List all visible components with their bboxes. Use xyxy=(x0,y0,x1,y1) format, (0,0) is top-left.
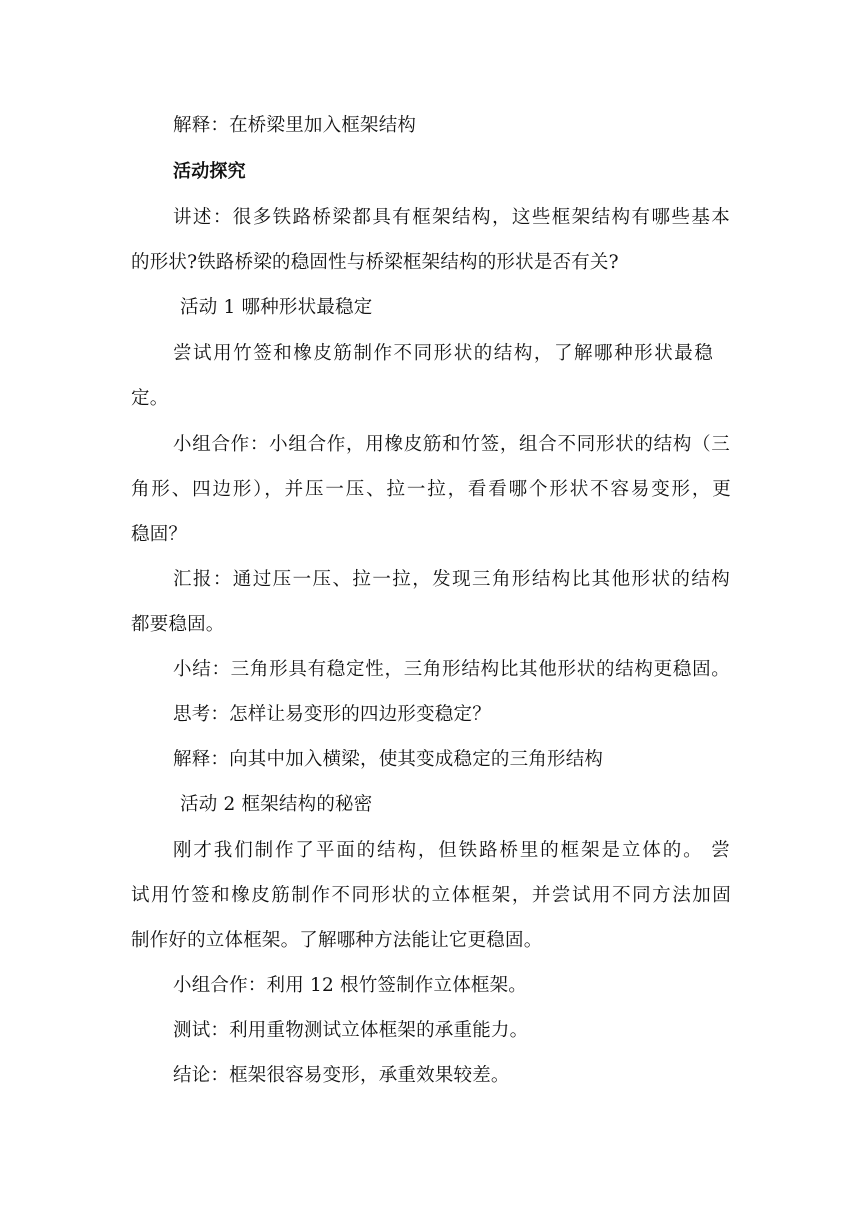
narration-line-1: 讲述：很多铁路桥梁都具有框架结构，这些框架结构有哪些基本 xyxy=(173,207,730,228)
activity-2-intro-line-3: 制作好的立体框架。了解哪种方法能让它更稳固。 xyxy=(131,930,543,951)
explanation-line-1: 解释：在桥梁里加入框架结构 xyxy=(173,115,417,136)
activity-1-instruction-line-1: 尝试用竹签和橡皮筋制作不同形状的结构，了解哪种形状最稳 xyxy=(173,343,713,364)
test-line: 测试：利用重物测试立体框架的承重能力。 xyxy=(173,1020,529,1041)
activity-1-heading: 活动 1 哪种形状最稳定 xyxy=(180,297,373,318)
summary-line: 小结：三角形具有稳定性，三角形结构比其他形状的结构更稳固。 xyxy=(173,659,730,680)
activity-2-intro-line-1: 刚才我们制作了平面的结构，但铁路桥里的框架是立体的。 尝 xyxy=(173,840,730,861)
group-work-line-3: 稳固？ xyxy=(131,524,188,545)
activity-1-instruction-line-2: 定。 xyxy=(131,388,169,409)
report-line-1: 汇报：通过压一压、拉一拉，发现三角形结构比其他形状的结构 xyxy=(173,569,730,590)
conclusion-line: 结论：框架很容易变形，承重效果较差。 xyxy=(173,1065,510,1086)
report-line-2: 都要稳固。 xyxy=(131,614,225,635)
group-work-line-2: 角形、四边形），并压一压、拉一拉，看看哪个形状不容易变形，更 xyxy=(131,479,731,500)
thinking-question-line: 思考：怎样让易变形的四边形变稳定？ xyxy=(173,704,491,725)
section-heading-activity-inquiry: 活动探究 xyxy=(173,161,246,182)
narration-line-2: 的形状?铁路桥梁的稳固性与桥梁框架结构的形状是否有关? xyxy=(131,252,619,273)
group-work-line-1: 小组合作：小组合作，用橡皮筋和竹签，组合不同形状的结构（三 xyxy=(173,434,730,455)
activity-2-intro-line-2: 试用竹签和橡皮筋制作不同形状的立体框架，并尝试用不同方法加固 xyxy=(131,885,731,906)
group-work-bamboo-line: 小组合作：利用 12 根竹签制作立体框架。 xyxy=(173,975,528,996)
activity-2-heading: 活动 2 框架结构的秘密 xyxy=(180,794,373,815)
explanation-line-2: 解释：向其中加入横梁，使其变成稳定的三角形结构 xyxy=(173,749,604,770)
